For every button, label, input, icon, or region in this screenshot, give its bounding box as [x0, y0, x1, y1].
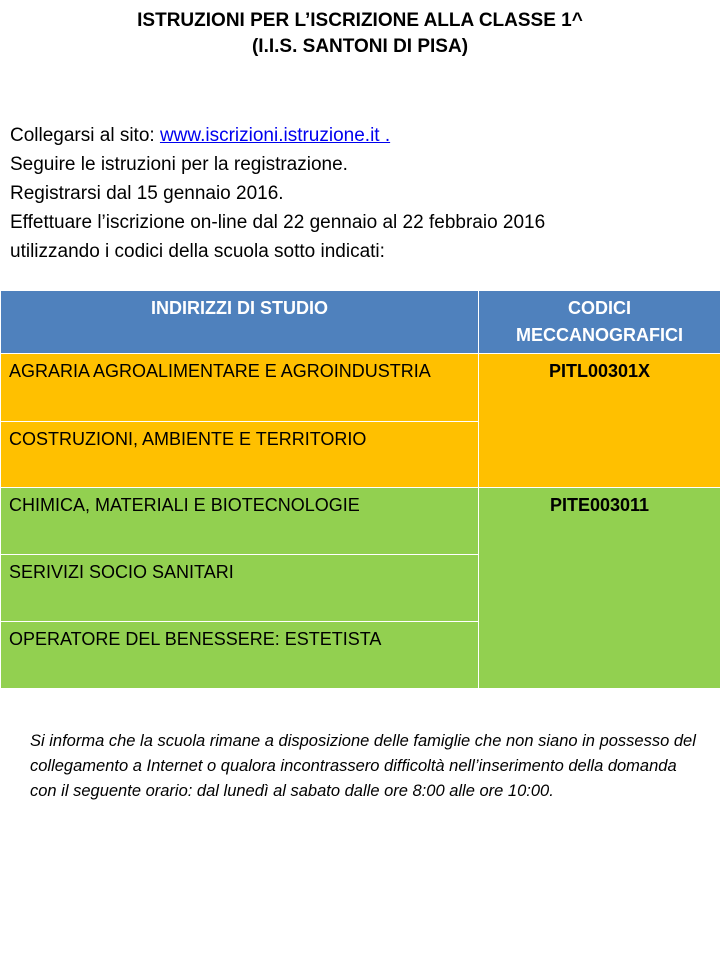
header-indirizzi: INDIRIZZI DI STUDIO: [1, 291, 479, 354]
study-agraria: AGRARIA AGROALIMENTARE E AGROINDUSTRIA: [1, 354, 479, 422]
study-chimica: CHIMICA, MATERIALI E BIOTECNOLOGIE: [1, 488, 479, 555]
study-socio-sanitari: SERIVIZI SOCIO SANITARI: [1, 555, 479, 622]
code-pite: PITE003011: [479, 488, 720, 689]
instructions: [10, 121, 710, 266]
study-codes-table: [0, 290, 720, 689]
study-benessere: OPERATORE DEL BENESSERE: ESTETISTA: [1, 622, 479, 689]
instruction-line-enrol-dates: Effettuare l’iscrizione on-line dal 22 gennaio al 22 febbraio 2016: [10, 212, 546, 233]
instruction-line-site: [10, 121, 710, 150]
title-line-2: (I.I.S. SANTONI DI PISA): [251, 36, 469, 57]
table-header-row: [1, 291, 720, 354]
header-codici: CODICI MECCANOGRAFICI: [479, 291, 720, 354]
study-costruzioni: COSTRUZIONI, AMBIENTE E TERRITORIO: [1, 422, 479, 488]
site-link[interactable]: www.iscrizioni.istruzione.it .: [159, 125, 391, 146]
table-row: [1, 354, 720, 422]
page-title: [0, 8, 720, 60]
site-prefix: Collegarsi al sito:: [10, 125, 160, 146]
availability-note: Si informa che la scuola rimane a disposizione delle famiglie che non siano in possesso del collegamento a Internet o qualora incontrassero difficoltà nell’inserimento della domanda con il seguente orario: dal lunedì al sabato dalle ore 8:00 alle ore 10:00.: [30, 732, 696, 800]
title-line-1: ISTRUZIONI PER L’ISCRIZIONE ALLA CLASSE 1^: [137, 10, 583, 31]
table-row: [1, 488, 720, 555]
code-pitl: PITL00301X: [479, 354, 720, 488]
instruction-line-registration: Seguire le istruzioni per la registrazione.: [10, 154, 348, 175]
instruction-line-codes: utilizzando i codici della scuola sotto indicati:: [10, 241, 385, 262]
instruction-line-register-date: Registrarsi dal 15 gennaio 2016.: [10, 183, 284, 204]
